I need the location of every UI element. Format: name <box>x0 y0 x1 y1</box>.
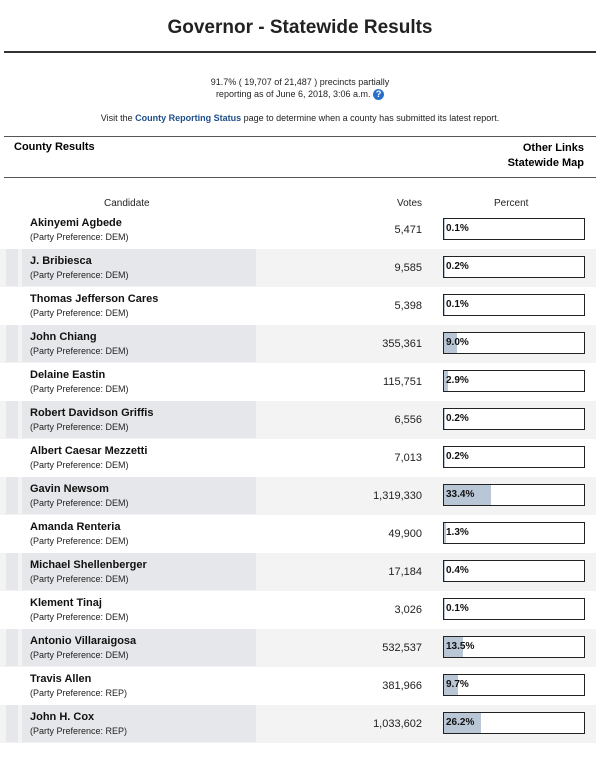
row-stub <box>6 553 18 590</box>
vote-count: 9,585 <box>394 262 422 274</box>
table-row <box>0 249 596 287</box>
candidate-name: Amanda Renteria <box>30 521 120 533</box>
candidate-name: Gavin Newsom <box>30 483 109 495</box>
percent-bar <box>443 446 585 468</box>
candidate-name: John Chiang <box>30 331 97 343</box>
percent-column-header: Percent <box>494 198 528 209</box>
vote-count: 17,184 <box>388 566 422 578</box>
table-row <box>0 629 596 667</box>
percent-bar-fill <box>444 561 445 581</box>
party-preference: (Party Preference: REP) <box>30 688 127 698</box>
candidate-column-header: Candidate <box>104 198 150 209</box>
party-preference: (Party Preference: DEM) <box>30 308 129 318</box>
candidate-name: Akinyemi Agbede <box>30 217 122 229</box>
vote-count: 3,026 <box>394 604 422 616</box>
candidate-name: J. Bribiesca <box>30 255 92 267</box>
candidate-name: Antonio Villaraigosa <box>30 635 136 647</box>
percent-bar <box>443 560 585 582</box>
county-results-heading: County Results <box>14 141 95 153</box>
reporting-timestamp: reporting as of June 6, 2018, 3:06 a.m. <box>216 89 371 99</box>
row-stub <box>6 325 18 362</box>
table-row <box>0 325 596 363</box>
help-icon[interactable]: ? <box>373 89 384 100</box>
vote-count: 1,319,330 <box>373 490 422 502</box>
party-preference: (Party Preference: DEM) <box>30 460 129 470</box>
vote-count: 1,033,602 <box>373 718 422 730</box>
party-preference: (Party Preference: DEM) <box>30 536 129 546</box>
vote-count: 7,013 <box>394 452 422 464</box>
candidate-name: Michael Shellenberger <box>30 559 147 571</box>
percent-value: 0.1% <box>446 603 469 614</box>
other-links-link[interactable]: Other Links <box>508 141 584 156</box>
percent-bar <box>443 636 585 658</box>
vote-count: 49,900 <box>388 528 422 540</box>
percent-value: 9.7% <box>446 679 469 690</box>
percent-bar <box>443 674 585 696</box>
party-preference: (Party Preference: DEM) <box>30 422 129 432</box>
table-row <box>0 591 596 629</box>
vote-count: 115,751 <box>383 376 422 388</box>
candidate-name: Thomas Jefferson Cares <box>30 293 158 305</box>
candidate-name: Albert Caesar Mezzetti <box>30 445 147 457</box>
table-row <box>0 363 596 401</box>
vote-count: 355,361 <box>382 338 422 350</box>
table-row <box>0 211 596 249</box>
percent-bar <box>443 484 585 506</box>
precincts-reporting-text: 91.7% ( 19,707 of 21,487 ) precincts partially <box>0 77 600 89</box>
percent-bar <box>443 598 585 620</box>
percent-value: 2.9% <box>446 375 469 386</box>
section-header <box>4 136 596 178</box>
row-stub <box>6 401 18 438</box>
row-stub <box>6 477 18 514</box>
table-row <box>0 439 596 477</box>
party-preference: (Party Preference: REP) <box>30 726 127 736</box>
percent-bar <box>443 332 585 354</box>
percent-value: 0.2% <box>446 261 469 272</box>
percent-value: 1.3% <box>446 527 469 538</box>
party-preference: (Party Preference: DEM) <box>30 650 129 660</box>
results-table <box>0 211 600 743</box>
title-divider <box>4 51 596 53</box>
percent-value: 0.1% <box>446 223 469 234</box>
row-stub <box>6 629 18 666</box>
county-reporting-status-link[interactable]: County Reporting Status <box>135 113 241 123</box>
table-row <box>0 287 596 325</box>
percent-bar <box>443 256 585 278</box>
percent-value: 26.2% <box>446 717 474 728</box>
percent-bar <box>443 408 585 430</box>
vote-count: 532,537 <box>382 642 422 654</box>
votes-column-header: Votes <box>397 198 422 209</box>
county-status-note <box>0 113 600 123</box>
candidate-name: Travis Allen <box>30 673 91 685</box>
statewide-map-link[interactable]: Statewide Map <box>508 156 584 171</box>
vote-count: 5,471 <box>394 224 422 236</box>
vote-count: 5,398 <box>394 300 422 312</box>
percent-value: 0.1% <box>446 299 469 310</box>
visit-text-before: Visit the <box>101 113 135 123</box>
party-preference: (Party Preference: DEM) <box>30 612 129 622</box>
table-row <box>0 667 596 705</box>
table-row <box>0 705 596 743</box>
table-header <box>0 178 600 211</box>
row-stub <box>6 249 18 286</box>
page-title: Governor - Statewide Results <box>0 8 600 48</box>
table-row <box>0 515 596 553</box>
candidate-name: Delaine Eastin <box>30 369 105 381</box>
party-preference: (Party Preference: DEM) <box>30 346 129 356</box>
percent-value: 0.2% <box>446 413 469 424</box>
party-preference: (Party Preference: DEM) <box>30 232 129 242</box>
percent-value: 0.2% <box>446 451 469 462</box>
table-row <box>0 401 596 439</box>
vote-count: 381,966 <box>382 680 422 692</box>
table-row <box>0 553 596 591</box>
table-row <box>0 477 596 515</box>
party-preference: (Party Preference: DEM) <box>30 498 129 508</box>
vote-count: 6,556 <box>394 414 422 426</box>
candidate-name: John H. Cox <box>30 711 94 723</box>
percent-value: 0.4% <box>446 565 469 576</box>
percent-value: 9.0% <box>446 337 469 348</box>
visit-text-after: page to determine when a county has submitted its latest report. <box>241 113 499 123</box>
percent-bar <box>443 522 585 544</box>
percent-bar <box>443 294 585 316</box>
row-stub <box>6 705 18 742</box>
percent-bar <box>443 218 585 240</box>
percent-value: 13.5% <box>446 641 474 652</box>
party-preference: (Party Preference: DEM) <box>30 574 129 584</box>
reporting-summary <box>0 77 600 100</box>
party-preference: (Party Preference: DEM) <box>30 270 129 280</box>
party-preference: (Party Preference: DEM) <box>30 384 129 394</box>
percent-bar <box>443 370 585 392</box>
candidate-name: Klement Tinaj <box>30 597 102 609</box>
candidate-name: Robert Davidson Griffis <box>30 407 153 419</box>
percent-value: 33.4% <box>446 489 474 500</box>
percent-bar <box>443 712 585 734</box>
